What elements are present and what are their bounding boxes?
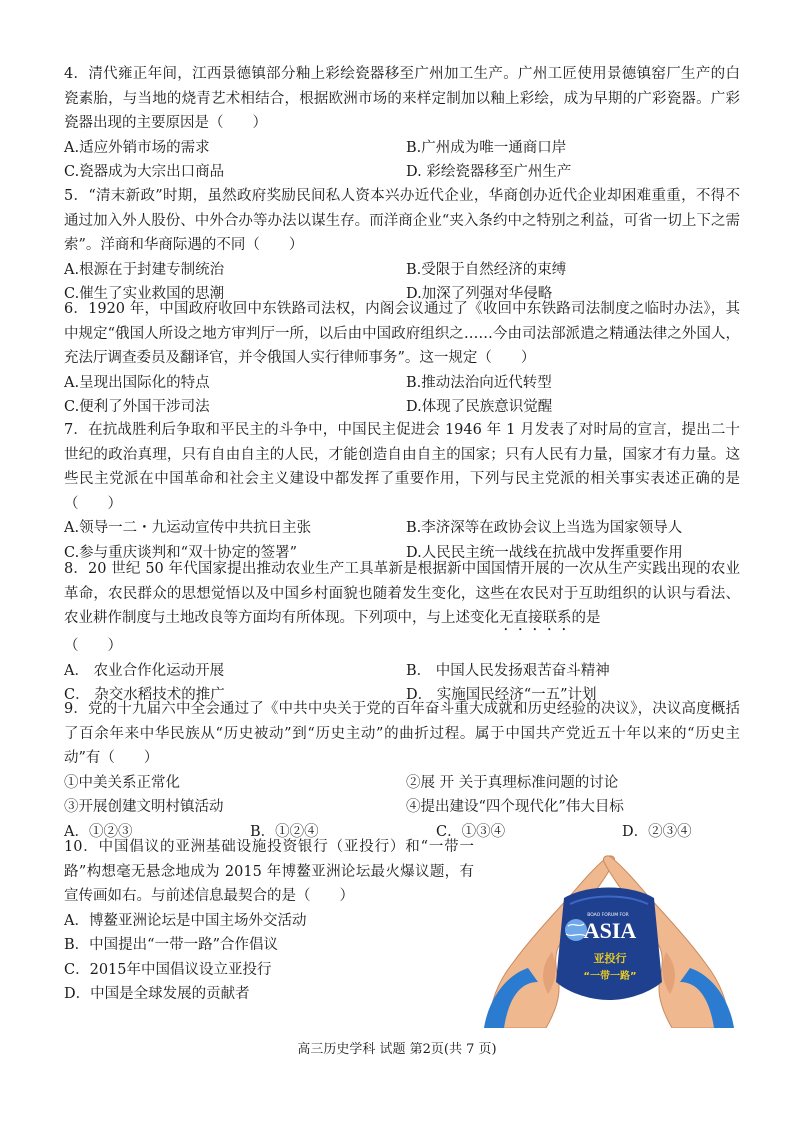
emphasis-text: 无直接联系 [499,610,572,626]
poster-logo-text: ASIA [583,918,637,943]
question-10-options [64,909,474,1007]
option-a: A． 农业合作化运动开展 [64,662,225,679]
page-footer: 高三历史学科 试题 第2页(共 7 页) [297,1042,497,1057]
question-9-stem: 9．党的十九届六中全会通过了《中共中央关于党的百年奋斗重大成就和历史经验的决议》，决议高度概括了百余年来中华民族从“历史被动”到“历史主动”的曲折过程。属于中国共产党近五十年以来的“历史主动”有（ ） [64,701,740,766]
option-b: B.广州成为唯一通商口岸 [406,139,567,156]
item-3: ③开展创建文明村镇活动 [64,799,224,815]
question-10 [64,835,474,1007]
poster-image [478,832,740,1028]
option-b: B.受限于自然经济的束缚 [406,261,567,278]
option-c: C.便利了外国干涉司法 [64,399,210,415]
option-b: B．①②④ [250,823,319,840]
option-d: D.人民民主统一战线在抗战中发挥重要作用 [406,544,683,561]
option-a: A.适应外销市场的需求 [64,139,210,156]
question-6 [64,297,740,420]
option-d: D. 彩绘瓷器移至广州生产 [406,164,572,180]
question-7 [64,418,740,565]
poster-line-2: “一带一路” [583,971,637,982]
question-9 [64,697,740,844]
question-5 [64,184,740,307]
question-8-stem: 8．20 世纪 50 年代国家提出推动农业生产工具革新是根据新中国国情开展的一次从生产实践出现的农业革命，农民群众的思想觉悟以及中国乡村面貌也随着发生变化，这些在农民对于互助组织的认识与看法、农业耕作制度与土地改良等方面均有所体现。下列项中，与上述变化无直接联系的是 （ ） [64,561,740,654]
option-a: A．①②③ [64,823,133,840]
option-d: D．中国是全球发展的贡献者 [64,986,250,1002]
option-b: B．中国提出“一带一路”合作倡议 [64,937,278,953]
question-5-stem: 5．“清末新政”时期，虽然政府奖励民间私人资本兴办近代企业，华商创办近代企业却困难重重，不得不通过加入外人股份、中外合办等办法以谋生存。而洋商企业“夹入条约中之特别之利益，可省一切上下之需索”。洋商和华商际遇的不同（ ） [64,188,740,253]
question-4 [64,62,740,185]
option-a: A.根源在于封建专制统治 [64,261,225,278]
question-8 [64,557,740,708]
poster-top-text: BOAO FORUM FOR [587,913,629,918]
option-d: D．②③④ [622,823,692,840]
question-4-stem: 4．清代雍正年间，江西景德镇部分釉上彩绘瓷器移至广州加工生产。广州工匠使用景德镇窑厂生产的白瓷素胎，与当地的烧青艺术相结合，根据欧洲市场的来样定制加以釉上彩绘，成为早期的广彩瓷器。广彩瓷器出现的主要原因是（ ） [64,66,740,131]
option-c: C．2015年中国倡议设立亚投行 [64,961,272,978]
poster-line-1: 亚投行 [593,952,627,965]
option-b: B.推动法治向近代转型 [406,374,552,391]
option-d: D.加深了列强对华侵略 [406,286,553,302]
option-c: C.参与重庆谈判和“双十协定的签署” [64,544,298,561]
option-a: A.呈现出国际化的特点 [64,374,210,391]
item-2: ②展 开 关于真理标准问题的讨论 [406,774,619,791]
option-c: C.催生了实业救国的思潮 [64,286,225,302]
question-7-stem: 7．在抗战胜利后争取和平民主的斗争中，中国民主促进会 1946 年 1 月发表了对时局的宣言，提出二十世纪的政治真理，只有自由自主的人民，才能创造自由自主的国家；只有人民有力量，国家才有力量。这些民主党派在中国革命和社会主义建设中都发挥了重要作用，下列与民主党派的相关事实表述正确的是（ ） [64,422,740,512]
option-b: B.李济深等在政协会议上当选为国家领导人 [406,520,683,536]
option-a: A．博鳌亚洲论坛是中国主场外交活动 [64,912,307,929]
option-c: C.瓷器成为大宗出口商品 [64,164,225,180]
option-d: D.体现了民族意识觉醒 [406,399,553,415]
question-4-options [64,136,740,185]
option-d: D． 实施国民经济“一五”计划 [406,687,597,703]
option-c: C．①③④ [436,823,506,840]
question-6-options [64,371,740,420]
question-10-stem: 10．中国倡议的亚洲基础设施投资银行（亚投行）和“一带一路”构想毫无悬念地成为 2015 年博鳌亚洲论坛最火爆议题，有宣传画如右。与前述信息最契合的是（ ） [64,839,474,904]
option-a: A.领导一二・九运动宣传中共抗日主张 [64,520,312,536]
poster-banner [556,888,662,1001]
item-1: ①中美关系正常化 [64,774,180,791]
question-6-stem: 6．1920 年，中国政府收回中东铁路司法权，内阁会议通过了《收回中东铁路司法制度之临时办法》，其中规定“俄国人所设之地方审判厅一所，以后由中国政府组织之……今由司法部派遣之精通法律之外国人，充法厅调查委员及翻译官，并令俄国人实行律师事务”。这一规定（ ） [64,301,740,366]
question-9-items [64,771,740,820]
option-b: B． 中国人民发扬艰苦奋斗精神 [406,662,610,679]
item-4: ④提出建设“四个现代化”伟大目标 [406,799,624,815]
option-c: C． 杂交水稻技术的推广 [64,687,225,703]
